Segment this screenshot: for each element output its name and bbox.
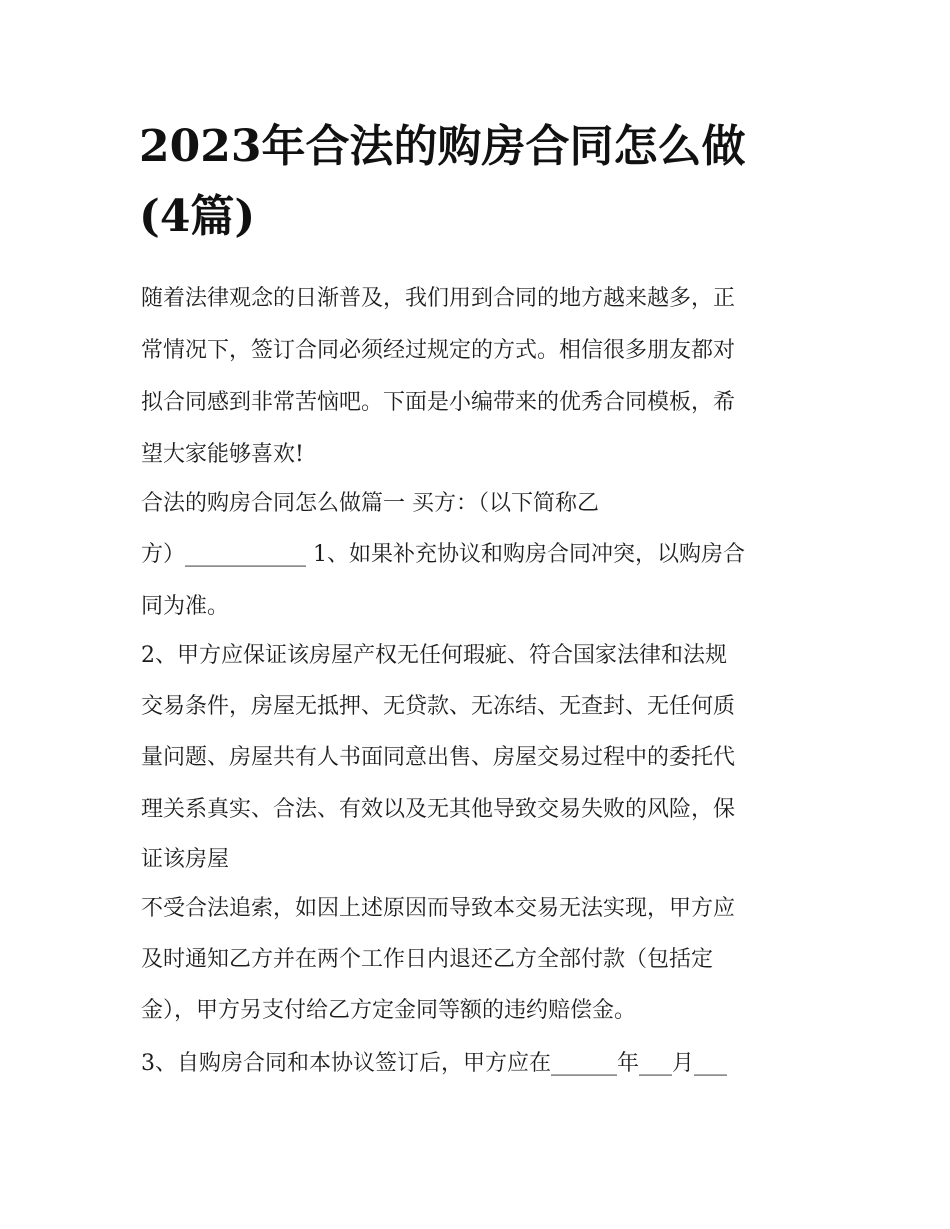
intro-line-4: 望大家能够喜欢! [141, 442, 304, 467]
intro-line-1: 随着法律观念的日渐普及，我们用到合同的地方越来越多，正 [141, 286, 736, 311]
document-title [139, 112, 829, 252]
clause2-cont-line-1: 不受合法追索，如因上述原因而导致本交易无法实现，甲方应 [141, 896, 736, 921]
section1-line-3: 同为准。 [141, 594, 230, 619]
clause2-cont-line-3: 金），甲方另支付给乙方定金同等额的违约赔偿金。 [141, 998, 637, 1023]
title-line-2: (4篇) [139, 191, 256, 242]
intro-line-2: 常情况下，签订合同必须经过规定的方式。相信很多朋友都对 [141, 338, 736, 363]
clause2-line-1: 2、甲方应保证该房屋产权无任何瑕疵、符合国家法律和法规 [141, 643, 727, 668]
clause2-cont-line-2: 及时通知乙方并在两个工作日内退还乙方全部付款（包括定 [141, 947, 714, 972]
title-line-1: 2023年合法的购房合同怎么做 [139, 121, 746, 172]
clause2-line-5: 证该房屋 [141, 847, 230, 872]
section1-line-2: 方）___________ 1、如果补充协议和购房合同冲突，以购房合 [141, 542, 745, 567]
clause2-line-2: 交易条件，房屋无抵押、无贷款、无冻结、无查封、无任何质 [141, 694, 736, 719]
clause2-line-4: 理关系真实、合法、有效以及无其他导致交易失败的风险，保 [141, 797, 736, 822]
clause2-line-3: 量问题、房屋共有人书面同意出售、房屋交易过程中的委托代 [141, 745, 736, 770]
intro-line-3: 拟合同感到非常苦恼吧。下面是小编带来的优秀合同模板，希 [141, 390, 736, 415]
section1-line-1: 合法的购房合同怎么做篇一 买方：（以下简称乙 [141, 491, 599, 516]
clause3-line-1: 3、自购房合同和本协议签订后，甲方应在______年___月___ [141, 1051, 727, 1076]
